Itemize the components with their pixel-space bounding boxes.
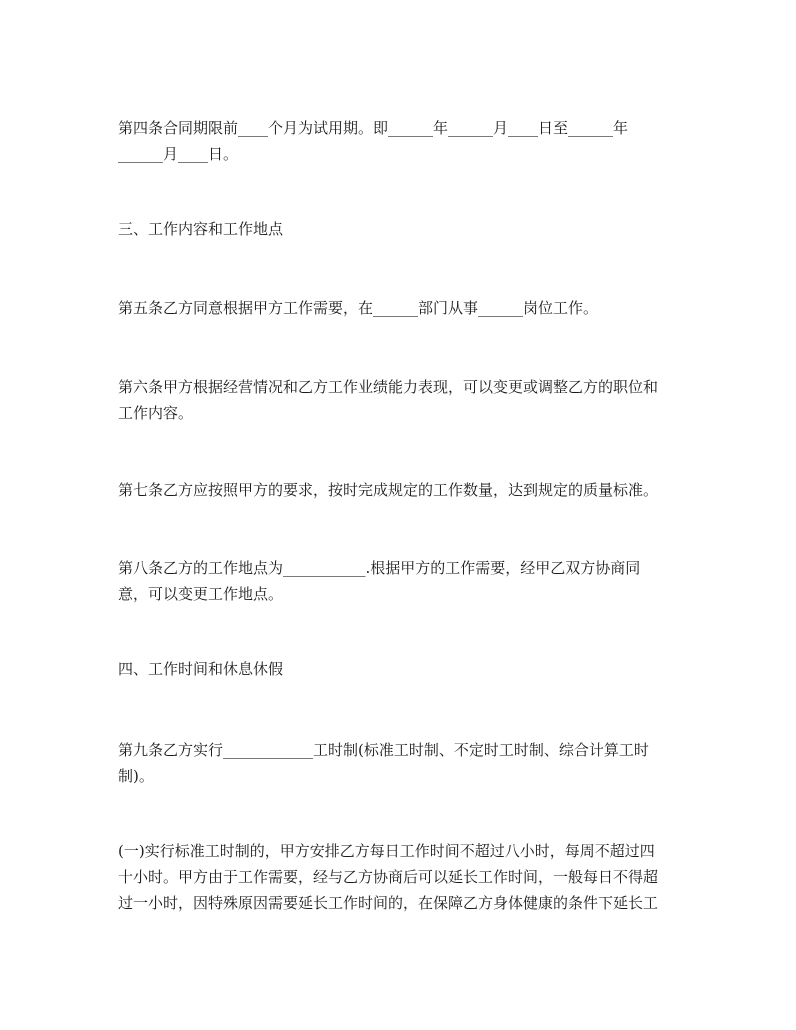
article-8-line-1: 第八条乙方的工作地点为___________.根据甲方的工作需要，经甲乙双方协商同 — [118, 559, 641, 577]
article-6-paragraph — [118, 374, 684, 426]
article-6-line-2: 工作内容。 — [118, 404, 194, 422]
article-5-paragraph — [118, 295, 684, 321]
article-4-paragraph — [118, 115, 684, 167]
article-6-line-1: 第六条甲方根据经营情况和乙方工作业绩能力表现，可以变更或调整乙方的职位和 — [118, 378, 659, 396]
article-8-line-2: 意，可以变更工作地点。 — [118, 585, 284, 603]
article-4-line-2: ______月____日。 — [118, 145, 239, 163]
clause-1-line-1: (一)实行标准工时制的，甲方安排乙方每日工作时间不超过八小时，每周不超过四 — [118, 842, 655, 860]
clause-1-line-2: 十小时。甲方由于工作需要，经与乙方协商后可以延长工作时间，一般每日不得超 — [118, 868, 659, 886]
article-4-line-1: 第四条合同期限前____个月为试用期。即______年______月____日至______年 — [118, 119, 629, 137]
section-4-heading: 四、工作时间和休息休假 — [118, 660, 284, 678]
article-5-line-1: 第五条乙方同意根据甲方工作需要，在______部门从事______岗位工作。 — [118, 299, 599, 317]
clause-1-paragraph — [118, 838, 684, 916]
clause-1-line-3: 过一小时，因特殊原因需要延长工作时间的，在保障乙方身体健康的条件下延长工 — [118, 894, 659, 912]
article-7-paragraph — [118, 477, 684, 503]
section-3-heading: 三、工作内容和工作地点 — [118, 220, 284, 238]
article-9-paragraph — [118, 737, 684, 789]
article-8-paragraph — [118, 555, 684, 607]
article-9-line-2: 制)。 — [118, 767, 154, 785]
article-9-line-1: 第九条乙方实行____________工时制(标准工时制、不定时工时制、综合计算工时 — [118, 741, 649, 759]
article-7-line-1: 第七条乙方应按照甲方的要求，按时完成规定的工作数量，达到规定的质量标准。 — [118, 481, 659, 499]
